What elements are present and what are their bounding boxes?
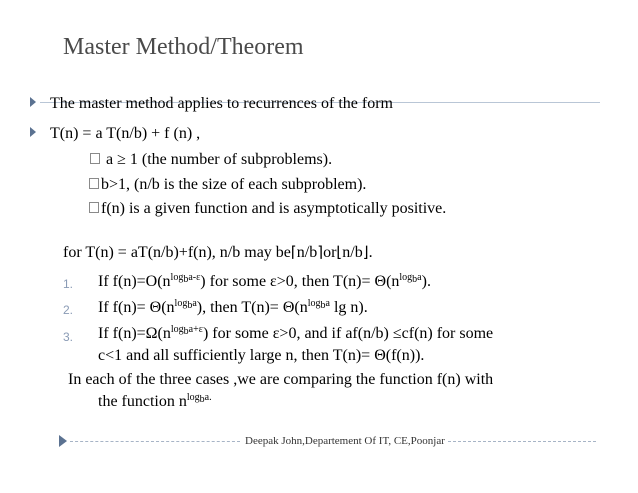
case-3 bbox=[98, 324, 493, 343]
floor-text: n/b bbox=[342, 244, 363, 261]
c1-log2: logba bbox=[399, 272, 422, 285]
triangle-bullet-icon bbox=[30, 127, 36, 137]
closing-text: the function n bbox=[98, 393, 187, 410]
sub-bullet-text: f(n) is a given function and is asymptotically positive. bbox=[101, 200, 447, 217]
ceil-close: ⌉ bbox=[317, 243, 324, 261]
case-number-2: 2. bbox=[63, 303, 74, 317]
square-bullet-icon bbox=[89, 178, 99, 189]
c3-text: If f(n)=Ω(n bbox=[98, 325, 171, 342]
case-3-line-2: c<1 and all sufficiently large n, then T(n)= Θ(f(n)). bbox=[98, 347, 425, 364]
sub-bullet-b bbox=[89, 176, 366, 194]
closing-log: logba. bbox=[186, 392, 212, 405]
triangle-bullet-icon bbox=[30, 97, 36, 107]
sub-bullet-f bbox=[89, 200, 446, 218]
bullet-master-method bbox=[30, 95, 393, 113]
ceil-text: n/b bbox=[296, 244, 318, 261]
for-line-suffix: . bbox=[368, 244, 373, 261]
ceil-open: ⌈ bbox=[290, 243, 297, 261]
slide-title: Master Method/Theorem bbox=[63, 34, 304, 60]
case-number-1: 1. bbox=[63, 277, 74, 291]
c3-mid: ) for some ε>0, and if af(n/b) ≤cf(n) for some bbox=[202, 325, 494, 342]
c1-end: ). bbox=[421, 273, 431, 290]
case-2 bbox=[98, 298, 368, 317]
for-line bbox=[63, 243, 373, 262]
c2-log2: logba bbox=[307, 298, 330, 311]
closing-line-2 bbox=[98, 392, 212, 411]
c1-mid: ) for some ε>0, then T(n)= Θ(n bbox=[200, 273, 400, 290]
bullet-text: The master method applies to recurrences of the form bbox=[50, 95, 393, 112]
or-text: or bbox=[323, 244, 337, 261]
c2-log: logba bbox=[174, 298, 197, 311]
for-line-prefix: for T(n) = aT(n/b)+f(n), n/b may be bbox=[63, 244, 291, 261]
sub-bullet-text: b>1, (n/b is the size of each subproblem). bbox=[101, 176, 367, 193]
bullet-recurrence-form bbox=[30, 125, 200, 143]
sub-bullet-text: a ≥ 1 (the number of subproblems). bbox=[106, 151, 333, 168]
c1-log: logba-ε bbox=[170, 272, 201, 285]
square-bullet-icon bbox=[89, 202, 99, 213]
case-number-3: 3. bbox=[63, 330, 74, 344]
sub-bullet-a bbox=[90, 151, 332, 169]
c3-log: logba+ε bbox=[170, 324, 203, 337]
c2-end: lg n). bbox=[329, 299, 368, 316]
footer-divider-right bbox=[448, 441, 596, 442]
c2-text: If f(n)= Θ(n bbox=[98, 299, 175, 316]
square-bullet-icon bbox=[90, 153, 100, 164]
floor-open: ⌊ bbox=[336, 243, 343, 261]
footer-divider-left bbox=[70, 441, 240, 442]
c1-text: If f(n)=O(n bbox=[98, 273, 171, 290]
bullet-text: T(n) = a T(n/b) + f (n) , bbox=[50, 125, 201, 142]
c2-mid: ), then T(n)= Θ(n bbox=[196, 299, 308, 316]
case-1 bbox=[98, 272, 431, 291]
footer-arrow-icon bbox=[59, 435, 67, 447]
footer-text: Deepak John,Departement Of IT, CE,Poonjar bbox=[245, 435, 445, 447]
closing-line-1: In each of the three cases ,we are comparing the function f(n) with bbox=[68, 371, 494, 388]
floor-close: ⌋ bbox=[362, 243, 369, 261]
